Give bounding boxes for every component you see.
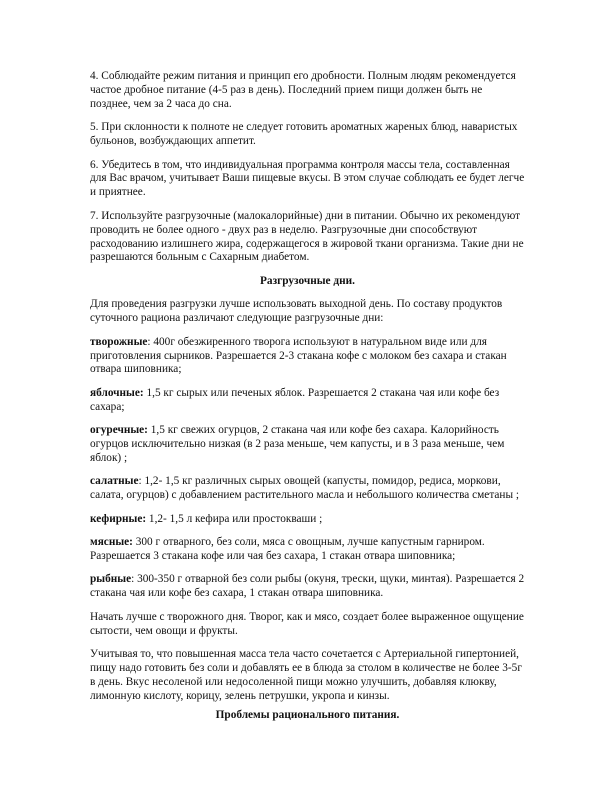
- day-text: : 1,2- 1,5 кг различных сырых овощей (капусты, помидор, редиса, моркови, салата, огурцов) с добавлением растительного масла и небольшого количества сметаны ;: [90, 475, 520, 502]
- day-term: мясные:: [90, 536, 133, 549]
- day-term: рыбные: [90, 573, 132, 586]
- day-text: 300 г отварного, без соли, мяса с овощным, лучше капустным гарниром. Разрешается 3 стакана кофе или чая без сахара, 1 стакан отвара шиповника;: [90, 536, 485, 562]
- paragraph-5: 5. При склонности к полноте не следует готовить ароматных жареных блюд, наваристых бульонов, возбуждающих аппетит.: [90, 121, 518, 148]
- day-term: творожные: [90, 335, 148, 348]
- day-tvorog: [90, 336, 525, 378]
- bottom-heading: Проблемы рационального питания.: [215, 709, 400, 721]
- section-heading: Разгрузочные дни.: [260, 274, 355, 287]
- day-cucumber: [90, 424, 525, 466]
- intro-paragraph: Для проведения разгрузки лучше использовать выходной день. По составу продуктов суточного рациона различают следующие разгрузочные дни:: [90, 298, 503, 325]
- day-term: яблочные:: [90, 386, 144, 399]
- day-term: кефирные:: [90, 512, 147, 525]
- paragraph-start: Начать лучше с творожного дня. Творог, как и мясо, создает более выраженное ощущение сытости, чем овощи и фрукты.: [90, 610, 524, 637]
- day-text: : 400г обезжиренного творога используют в натуральном виде или для приготовления сырников. Разрешается 2-3 стакана кофе с молоком без сахара и стакан отвара шиповника;: [90, 335, 507, 376]
- day-text: 1,5 кг свежих огурцов, 2 стакана чая или кофе без сахара. Калорийность огурцов исключительно низкая (в 2 раза меньше, чем капусты, и в 3 раза меньше, чем яблок) ;: [90, 424, 505, 464]
- day-text: 1,2- 1,5 л кефира или простокваши ;: [146, 512, 323, 525]
- paragraph-7: 7. Используйте разгрузочные (малокалорийные) дни в питании. Обычно их рекомендуют проводить не более одного - двух раз в неделю. Разгрузочные дни способствуют расходованию излишнего жира, содержащегося в жировой ткани организма. Такие дни не разрешаются больным с Сахарным диабетом.: [90, 209, 524, 264]
- day-term: огуречные:: [90, 424, 148, 437]
- day-fish: [90, 573, 525, 601]
- paragraph-4: 4. Соблюдайте режим питания и принцип его дробности. Полным людям рекомендуется частое дробное питание (4-5 раз в день). Последний прием пищи должен быть не позднее, чем за 2 часа до сна.: [90, 70, 516, 110]
- paragraph-6: 6. Убедитесь в том, что индивидуальная программа контроля массы тела, составленная для Вас врачом, учитывает Ваши пищевые вкусы. В этом случае соблюдать ее будет легче и приятнее.: [90, 158, 525, 199]
- day-meat: [90, 536, 525, 564]
- document-body: [90, 70, 525, 713]
- day-text: : 300-350 г отварной без соли рыбы (окуня, трески, щуки, минтая). Разрешается 2 стакана чая или кофе без сахара, 1 стакан отвара шиповника.: [90, 573, 525, 600]
- day-text: 1,5 кг сырых или печеных яблок. Разрешается 2 стакана чая или кофе без сахара;: [90, 386, 500, 413]
- day-salad: [90, 475, 525, 503]
- day-apple: [90, 387, 525, 415]
- paragraph-salt: Учитывая то, что повышенная масса тела часто сочетается с Артериальной гипертонией, пищу надо готовить без соли и добавлять ее в блюда за столом в количестве не более 3-5г в день. Вкус несоленой или недосоленной пищи можно улучшить, добавляя клюкву, лимонную кислоту, корицу, зелень петрушки, укропа и кинзы.: [90, 648, 522, 702]
- day-term: салатные: [90, 475, 139, 488]
- day-kefir: [90, 513, 525, 527]
